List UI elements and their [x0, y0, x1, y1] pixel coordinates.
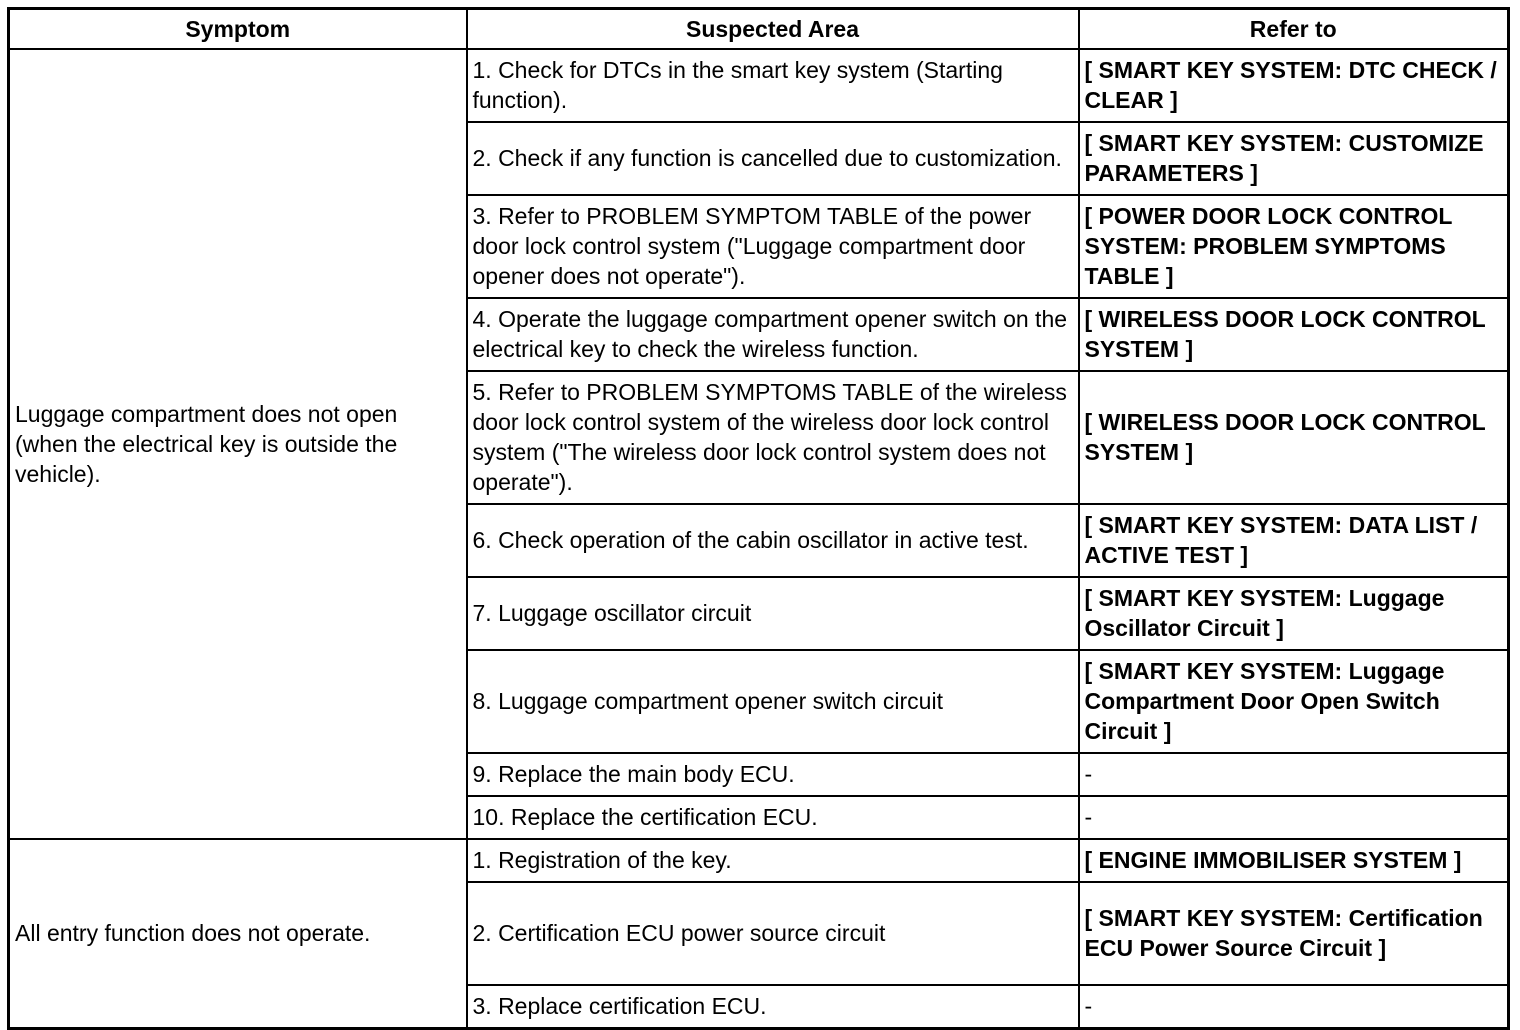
refer-to-cell: - — [1079, 753, 1509, 796]
table-row — [9, 49, 1509, 122]
refer-to-cell: [ SMART KEY SYSTEM: CUSTOMIZE PARAMETERS ] — [1079, 122, 1509, 195]
suspected-area-cell: 7. Luggage oscillator circuit — [467, 577, 1079, 650]
refer-to-cell: [ WIRELESS DOOR LOCK CONTROL SYSTEM ] — [1079, 371, 1509, 504]
refer-to-cell: [ ENGINE IMMOBILISER SYSTEM ] — [1079, 839, 1509, 882]
suspected-area-cell: 2. Check if any function is cancelled due to customization. — [467, 122, 1079, 195]
suspected-area-cell: 5. Refer to PROBLEM SYMPTOMS TABLE of the wireless door lock control system of the wireless door lock control system ("The wireless door lock control system does not operate"). — [467, 371, 1079, 504]
refer-to-cell: [ SMART KEY SYSTEM: Certification ECU Power Source Circuit ] — [1079, 882, 1509, 985]
suspected-area-cell: 6. Check operation of the cabin oscillator in active test. — [467, 504, 1079, 577]
suspected-area-cell: 4. Operate the luggage compartment opener switch on the electrical key to check the wireless function. — [467, 298, 1079, 371]
table-row — [9, 839, 1509, 882]
suspected-area-cell: 3. Refer to PROBLEM SYMPTOM TABLE of the power door lock control system ("Luggage compartment door opener does not operate"). — [467, 195, 1079, 298]
refer-to-cell: [ WIRELESS DOOR LOCK CONTROL SYSTEM ] — [1079, 298, 1509, 371]
suspected-area-cell: 1. Registration of the key. — [467, 839, 1079, 882]
troubleshooting-table-container — [7, 7, 1507, 1030]
symptom-cell: All entry function does not operate. — [9, 839, 467, 1029]
suspected-area-cell: 10. Replace the certification ECU. — [467, 796, 1079, 839]
header-suspected-area: Suspected Area — [467, 9, 1079, 50]
refer-to-cell: [ SMART KEY SYSTEM: Luggage Oscillator Circuit ] — [1079, 577, 1509, 650]
refer-to-cell: [ SMART KEY SYSTEM: DTC CHECK / CLEAR ] — [1079, 49, 1509, 122]
table-header-row — [9, 9, 1509, 50]
refer-to-cell: - — [1079, 985, 1509, 1029]
refer-to-cell: [ SMART KEY SYSTEM: Luggage Compartment Door Open Switch Circuit ] — [1079, 650, 1509, 753]
problem-symptoms-table — [7, 7, 1510, 1030]
suspected-area-cell: 2. Certification ECU power source circuit — [467, 882, 1079, 985]
suspected-area-cell: 3. Replace certification ECU. — [467, 985, 1079, 1029]
refer-to-cell: [ POWER DOOR LOCK CONTROL SYSTEM: PROBLEM SYMPTOMS TABLE ] — [1079, 195, 1509, 298]
suspected-area-cell: 9. Replace the main body ECU. — [467, 753, 1079, 796]
suspected-area-cell: 1. Check for DTCs in the smart key system (Starting function). — [467, 49, 1079, 122]
symptom-cell: Luggage compartment does not open (when the electrical key is outside the vehicle). — [9, 49, 467, 839]
refer-to-cell: [ SMART KEY SYSTEM: DATA LIST / ACTIVE TEST ] — [1079, 504, 1509, 577]
header-refer-to: Refer to — [1079, 9, 1509, 50]
refer-to-cell: - — [1079, 796, 1509, 839]
suspected-area-cell: 8. Luggage compartment opener switch circuit — [467, 650, 1079, 753]
header-symptom: Symptom — [9, 9, 467, 50]
